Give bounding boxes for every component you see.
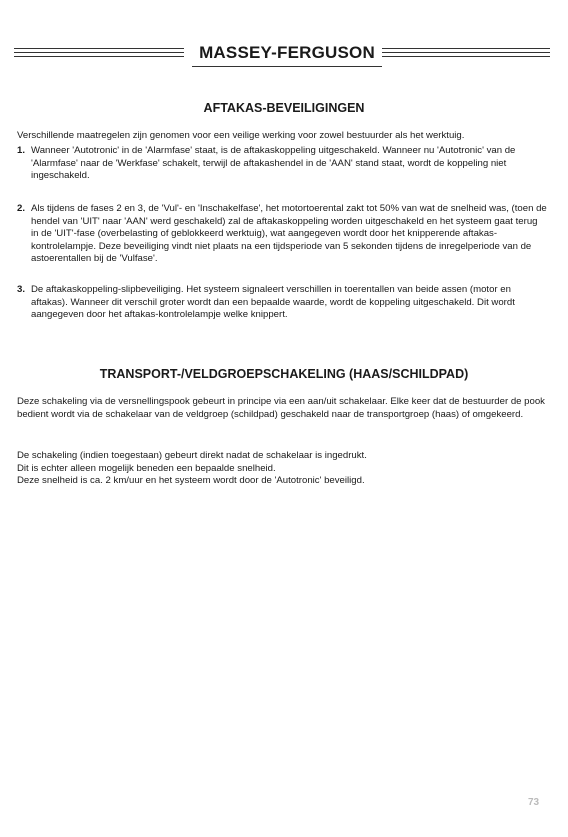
list-number: 1. xyxy=(17,145,26,156)
brand-underline xyxy=(192,66,382,67)
list-item xyxy=(17,284,547,322)
paragraph-line: Dit is echter alleen mogelijk beneden een bepaalde snelheid. xyxy=(17,462,276,474)
list-text: Wanneer 'Autotronic' in de 'Alarmfase' staat, is de aftakaskoppeling uitgeschakeld. Wanneer nu 'Autotronic' van de 'Alarmfase' naar de 'Werkfase' schakelt, terwijl de aftakashendel in de 'AAN' stand staat, wordt de koppeling niet ingeschakeld. xyxy=(31,145,516,181)
header-rules-right xyxy=(382,48,550,62)
paragraph: Deze schakeling via de versnellingspook gebeurt in principe via een aan/uit schakelaar. Elke keer dat de bestuurder de pook bedient wordt via de schakelaar van de veldgroep (schildpad) geschakeld naar de transportgroep (haas) of omgekeerd. xyxy=(17,396,545,420)
list-text: De aftakaskoppeling-slipbeveiliging. Het systeem signaleert verschillen in toerentallen van beide assen (motor en aftakas). Wanneer dit verschil groter wordt dan een bepaalde waarde, wordt de koppeling uitgeschakeld. Dit wordt aangegeven door het aftakas-kontrolelampje welke knippert. xyxy=(31,284,515,320)
section-title-transport-shift: TRANSPORT-/VELDGROEPSCHAKELING (HAAS/SCHILDPAD) xyxy=(99,367,469,381)
section-title-pto-safety: AFTAKAS-BEVEILIGINGEN xyxy=(203,101,365,115)
paragraph-line: De schakeling (indien toegestaan) gebeurt direkt nadat de schakelaar is ingedrukt. xyxy=(17,450,367,461)
list-text: Als tijdens de fases 2 en 3, de 'Vul'- en 'Inschakelfase', het motortoerental zakt tot 50% van wat de snelheid was, (toen de hendel van 'UIT' naar 'AAN' werd geschakeld) zal de aftakaskoppeling worden uitgeschakeld en het systeem gaat terug in de 'UIT'-fase (overbelasting of geblokkeerd werktuig), wat aangegeven wordt door het knipperende aftakas-kontrolelampje. Deze beveiliging vindt niet plaats na een tijdsperiode van 5 sekonden tijdens de inregelperiode van de astoerentallen bij de 'Vulfase'. xyxy=(31,203,547,264)
list-number: 3. xyxy=(17,284,26,295)
page-header xyxy=(14,42,550,72)
paragraph-line: Deze snelheid is ca. 2 km/uur en het systeem wordt door de 'Autotronic' beveiligd. xyxy=(17,475,365,486)
paragraph-group xyxy=(17,450,547,488)
list-item xyxy=(17,203,547,266)
list-item xyxy=(17,145,547,183)
header-rules-left xyxy=(14,48,184,62)
brand-title: MASSEY-FERGUSON xyxy=(199,43,375,62)
page-number: 73 xyxy=(528,797,540,808)
section-intro: Verschillende maatregelen zijn genomen voor een veilige werking voor zowel bestuurder als het werktuig. xyxy=(17,130,465,141)
list-number: 2. xyxy=(17,203,26,214)
